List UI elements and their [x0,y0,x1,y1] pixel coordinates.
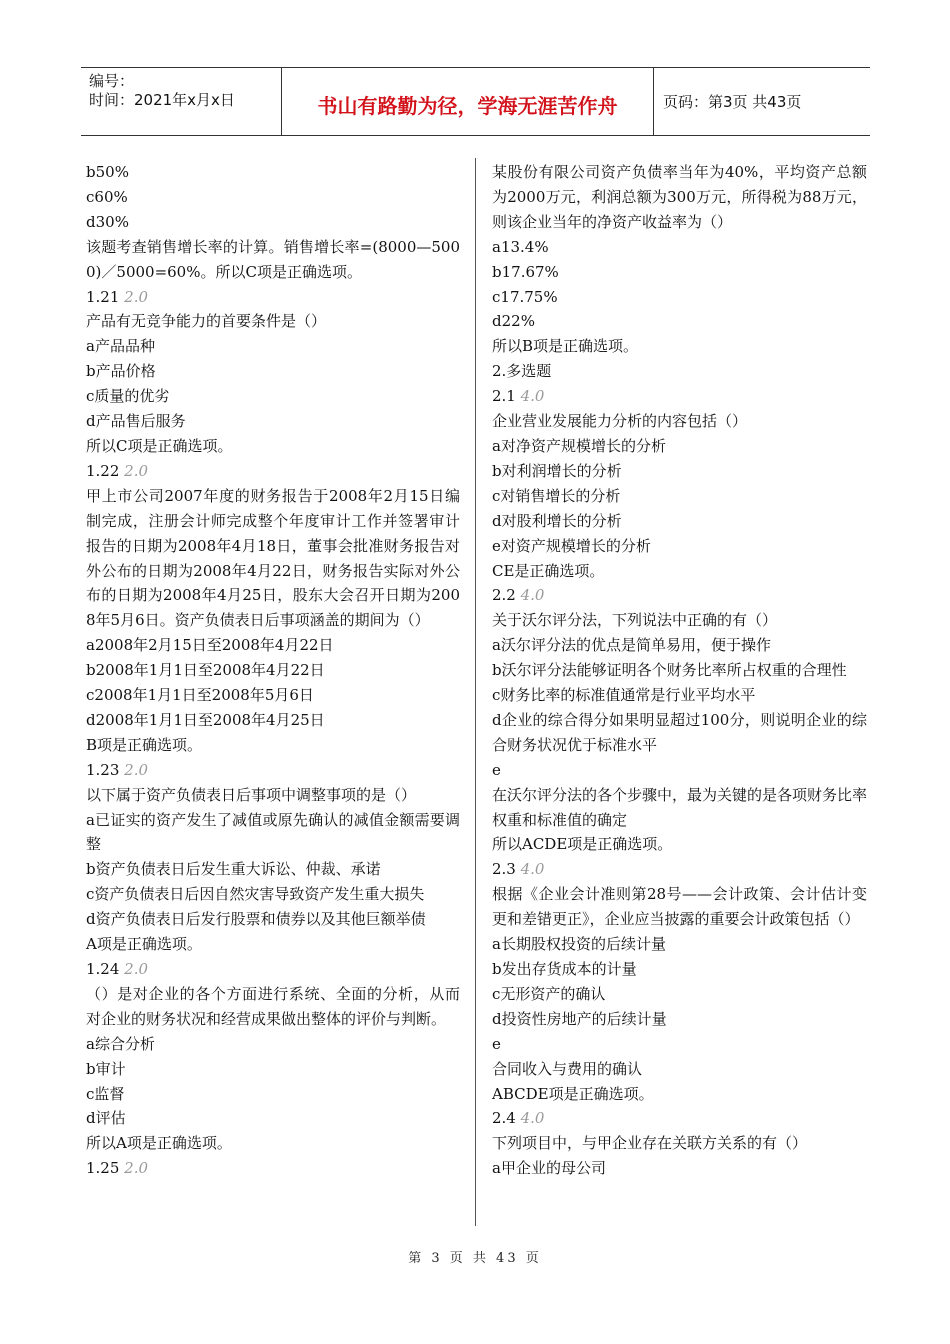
line-text: d30% [86,212,129,231]
text-line [86,484,460,633]
text-line [492,309,867,334]
line-text: （）是对企业的各个方面进行系统、全面的分析，从而对企业的财务状况和经营成果做出整体的评价与判断。 [86,984,460,1028]
line-text: 2.多选题 [492,362,552,381]
text-line [492,1131,867,1156]
line-text: a对净资产规模增长的分析 [492,436,666,455]
text-line [86,1082,460,1107]
line-text: a沃尔评分法的优点是简单易用，便于操作 [492,636,771,655]
text-line [86,160,460,185]
text-line [86,708,460,733]
question-score: 4.0 [520,1109,545,1128]
line-text: B项是正确选项。 [86,735,203,754]
text-line [86,1156,460,1181]
text-line [492,1057,867,1082]
text-line [492,559,867,584]
line-text: c2008年1月1日至2008年5月6日 [86,686,314,705]
text-line [86,633,460,658]
text-line [492,633,867,658]
right-column [492,160,867,1181]
question-score: 4.0 [520,860,545,879]
line-text: CE是正确选项。 [492,561,605,580]
question-score: 2.0 [124,1159,149,1178]
line-text: 企业营业发展能力分析的内容包括（） [492,412,748,431]
line-text: a13.4% [492,237,549,256]
line-text: c无形资产的确认 [492,984,606,1003]
line-text: e [492,1034,501,1053]
line-text: 所以C项是正确选项。 [86,436,233,455]
document-date: 时间：2021年x月x日 [89,91,235,109]
text-line [492,235,867,260]
text-line [492,683,867,708]
text-line [86,683,460,708]
question-score: 2.0 [124,461,149,480]
line-text: b2008年1月1日至2008年4月22日 [86,661,325,680]
text-line [492,583,867,608]
question-score: 2.0 [124,760,149,779]
line-text: 以下属于资产负债表日后事项中调整事项的是（） [86,785,417,804]
text-line [492,832,867,857]
text-line [86,409,460,434]
line-text: a2008年2月15日至2008年4月22日 [86,636,334,655]
document-header [81,67,870,136]
question-score: 2.0 [124,960,149,978]
question-score: 2.0 [124,287,149,306]
line-text: 1.21 [86,287,125,306]
left-column [86,160,460,1181]
line-text: 2.4 [492,1109,521,1128]
line-text: a长期股权投资的后续计量 [492,935,666,954]
line-text: 某股份有限公司资产负债率当年为40%，平均资产总额为2000万元，利润总额为300万元，所得税为88万元，则该企业当年的净资产收益率为（） [492,163,867,231]
text-line [86,359,460,384]
line-text: 2.2 [492,586,521,605]
header-motto: 书山有路勤为径，学海无涯苦作舟 [282,68,654,135]
line-text: 所以B项是正确选项。 [492,337,639,356]
line-text: 下列项目中，与甲企业存在关联方关系的有（） [492,1134,808,1153]
text-line [492,434,867,459]
text-line [86,1106,460,1131]
header-meta [81,68,282,135]
line-text: b17.67% [492,262,559,281]
text-line [86,334,460,359]
line-text: a已证实的资产发生了减值或原先确认的减值金额需要调整 [86,810,460,854]
line-text: e [492,760,501,779]
text-line [492,1007,867,1032]
text-line [492,359,867,384]
line-text: d对股利增长的分析 [492,511,622,530]
line-text: 1.25 [86,1159,125,1178]
text-line [492,608,867,633]
header-page-info: 页码：第3页 共43页 [663,93,802,111]
text-line [86,309,460,334]
line-text: a甲企业的母公司 [492,1159,606,1178]
text-line [492,857,867,882]
text-line [86,658,460,683]
text-line [492,882,867,932]
text-line [86,384,460,409]
line-text: b沃尔评分法能够证明各个财务比率所占权重的合理性 [492,661,847,680]
text-line [86,758,460,783]
text-line [492,1032,867,1057]
text-line [492,534,867,559]
line-text: 1.24 [86,960,125,978]
document-number-label: 编号： [89,72,135,90]
text-line [492,285,867,310]
text-line [86,210,460,235]
text-line [86,857,460,882]
text-line [86,1131,460,1156]
line-text: 合同收入与费用的确认 [492,1059,643,1078]
line-text: c对销售增长的分析 [492,486,621,505]
line-text: 所以ACDE项是正确选项。 [492,835,673,854]
line-text: b产品价格 [86,362,156,381]
line-text: c财务比率的标准值通常是行业平均水平 [492,686,756,705]
line-text: d评估 [86,1109,126,1128]
line-text: 所以A项是正确选项。 [86,1134,232,1153]
text-line [86,932,460,957]
text-line [86,957,460,982]
line-text: c60% [86,187,128,206]
text-line [492,1156,867,1181]
line-text: c监督 [86,1084,125,1103]
text-line [492,260,867,285]
question-score: 4.0 [520,586,545,605]
line-text: 甲上市公司2007年度的财务报告于2008年2月15日编制完成，注册会计师完成整个年度审计工作并签署审计报告的日期为2008年4月18日，董事会批准财务报告对外公布的日期为2008年4月22日，财务报告实际对外公布的日期为2008年4月25日，股东大会召开日期为2008年5月6日。资产负债表日后事项涵盖的期间为（） [86,486,460,630]
text-line [492,658,867,683]
text-line [86,907,460,932]
text-line [492,334,867,359]
text-line [492,708,867,758]
line-text: ABCDE项是正确选项。 [492,1084,654,1103]
line-text: b资产负债表日后发生重大诉讼、仲裁、承诺 [86,860,381,879]
line-text: 根据《企业会计准则第28号——会计政策、会计估计变更和差错更正》，企业应当披露的重要会计政策包括（） [492,885,867,929]
line-text: 1.23 [86,760,125,779]
text-line [492,1106,867,1131]
text-line [492,982,867,1007]
text-line [492,957,867,982]
line-text: A项是正确选项。 [86,935,202,954]
text-line [492,384,867,409]
text-line [492,758,867,783]
page-footer: 第 3 页 共 43 页 [408,1251,542,1266]
line-text: b50% [86,163,129,181]
text-line [492,783,867,833]
text-line [86,459,460,484]
line-text: b审计 [86,1059,126,1078]
text-line [492,509,867,534]
text-line [86,808,460,858]
line-text: d企业的综合得分如果明显超过100分，则说明企业的综合财务状况优于标准水平 [492,710,867,754]
line-text: a产品品种 [86,337,155,356]
line-text: d资产负债表日后发行股票和债券以及其他巨额举债 [86,910,426,929]
question-score: 4.0 [520,387,545,406]
line-text: 该题考查销售增长率的计算。销售增长率=(8000—5000)／5000=60%。所以C项是正确选项。 [86,237,460,281]
line-text: b发出存货成本的计量 [492,960,637,978]
line-text: d22% [492,312,535,331]
line-text: 2.3 [492,860,521,879]
line-text: d2008年1月1日至2008年4月25日 [86,710,325,729]
text-line [492,1082,867,1107]
line-text: 2.1 [492,387,521,406]
line-text: b对利润增长的分析 [492,461,622,480]
line-text: a综合分析 [86,1034,155,1053]
text-line [492,459,867,484]
text-line [492,160,867,235]
text-line [86,185,460,210]
line-text: c17.75% [492,287,558,306]
line-text: e对资产规模增长的分析 [492,536,651,555]
text-line [86,733,460,758]
line-text: d投资性房地产的后续计量 [492,1009,667,1028]
column-divider [475,158,476,1226]
text-line [86,1057,460,1082]
text-line [86,982,460,1032]
text-line [86,235,460,285]
text-line [492,484,867,509]
text-line [492,409,867,434]
text-line [86,434,460,459]
line-text: d产品售后服务 [86,412,186,431]
line-text: c资产负债表日后因自然灾害导致资产发生重大损失 [86,885,425,904]
line-text: 1.22 [86,461,125,480]
text-line [86,783,460,808]
text-line [492,932,867,957]
line-text: c质量的优劣 [86,387,170,406]
line-text: 产品有无竞争能力的首要条件是（） [86,312,327,331]
line-text: 在沃尔评分法的各个步骤中，最为关键的是各项财务比率权重和标准值的确定 [492,785,868,829]
text-line [86,285,460,310]
text-line [86,1032,460,1057]
line-text: 关于沃尔评分法，下列说法中正确的有（） [492,611,778,630]
text-line [86,882,460,907]
